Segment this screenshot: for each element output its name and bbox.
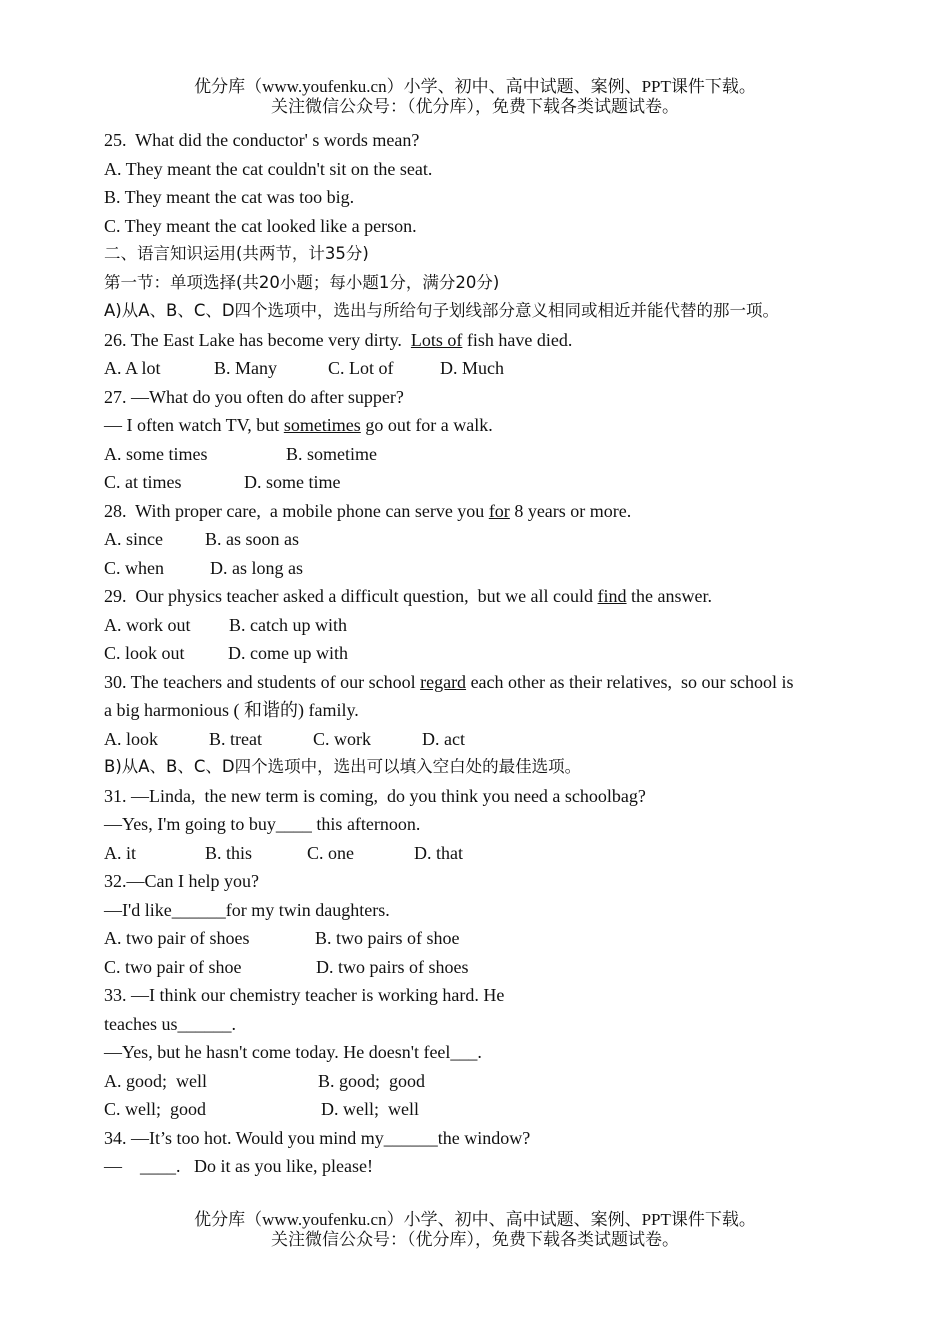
q33-answer: —Yes, but he hasn't come today. He doesn't feel___. [104, 1042, 482, 1062]
q25-option-a: A. They meant the cat couldn't sit on the seat. [104, 158, 433, 179]
q29-option-d: D. come up with [228, 643, 348, 663]
q33-options-row1 [104, 1067, 844, 1096]
page-footer [0, 1210, 950, 1250]
q25-option-b: B. They meant the cat was too big. [104, 187, 355, 207]
q33-option-d: D. well; well [321, 1099, 419, 1119]
q28-question [104, 497, 844, 526]
q29-options-row2 [104, 639, 844, 668]
q30-text-post: each other as their relatives, so our school is [466, 671, 794, 692]
q33-question-line2: teaches us______. [104, 1013, 236, 1034]
q31-question: 31. —Linda, the new term is coming, do you think you need a schoolbag? [104, 785, 646, 806]
q26-option-c: C. Lot of [328, 358, 394, 378]
q30-text-pre: 30. The teachers and students of our school [104, 671, 421, 692]
q27-answer [104, 411, 844, 440]
q31-options [104, 839, 844, 868]
header-line-1: 优分库（www.youfenku.cn）小学、初中、高中试题、案例、PPT课件下载。 [194, 77, 756, 96]
q30-underlined: regard [420, 671, 467, 692]
footer-line-2: 关注微信公众号：（优分库），免费下载各类试题试卷。 [271, 1230, 679, 1249]
q32-option-c: C. two pair of shoe [104, 956, 242, 977]
q32-options-row2 [104, 953, 844, 982]
part1-title: 第一节：单项选择(共20小题；每小题1分，满分20分) [104, 272, 500, 292]
q27-options-row2 [104, 468, 844, 497]
q27-option-d: D. some time [244, 472, 341, 492]
q26-option-b: B. Many [214, 358, 277, 378]
q31-answer: —Yes, I'm going to buy____ this afternoon. [104, 814, 421, 834]
q28-option-a: A. since [104, 529, 163, 549]
exam-content [104, 126, 844, 1181]
q27-option-a: A. some times [104, 443, 208, 464]
q29-option-b: B. catch up with [229, 614, 347, 635]
q30-question-line2: a big harmonious ( 和谐的) family. [104, 700, 359, 720]
q27-text-pre: — I often watch TV, but [104, 415, 284, 435]
q31-option-d: D. that [414, 842, 463, 863]
instruction-a: A)从A、B、C、D四个选项中，选出与所给句子划线部分意义相同或相近并能代替的那一项。 [104, 301, 780, 320]
q30-option-c: C. work [313, 728, 371, 749]
q33-option-c: C. well; good [104, 1099, 206, 1119]
q26-question [104, 326, 844, 355]
page-header [0, 77, 950, 117]
q33-options-row2 [104, 1095, 844, 1124]
q27-text-post: go out for a walk. [360, 415, 493, 435]
q31-option-b: B. this [205, 842, 253, 863]
q31-option-c: C. one [307, 842, 354, 863]
q26-option-a: A. A lot [104, 358, 161, 378]
footer-line-1: 优分库（www.youfenku.cn）小学、初中、高中试题、案例、PPT课件下载。 [194, 1210, 756, 1229]
q29-text-post: the answer. [626, 586, 713, 606]
q32-answer: —I'd like______for my twin daughters. [104, 899, 390, 920]
q26-text-post: fish have died. [462, 329, 573, 350]
q32-option-a: A. two pair of shoes [104, 928, 250, 948]
q26-option-d: D. Much [440, 358, 504, 378]
q34-answer: — ____. Do it as you like, please! [104, 1156, 373, 1176]
q29-question [104, 582, 844, 611]
instruction-b: B)从A、B、C、D四个选项中，选出可以填入空白处的最佳选项。 [104, 757, 582, 776]
q30-option-a: A. look [104, 728, 158, 749]
q31-option-a: A. it [104, 842, 137, 863]
q30-options [104, 725, 844, 754]
q27-option-c: C. at times [104, 472, 182, 492]
q25-option-c: C. They meant the cat looked like a person. [104, 215, 417, 236]
q28-text-pre: 28. With proper care, a mobile phone can serve you [104, 500, 489, 521]
q33-question: 33. —I think our chemistry teacher is working hard. He [104, 985, 505, 1005]
q26-text-pre: 26. The East Lake has become very dirty. [104, 329, 411, 350]
q29-text-pre: 29. Our physics teacher asked a difficult question, but we all could [104, 586, 598, 606]
q27-options-row1 [104, 440, 844, 469]
q28-options-row2 [104, 554, 844, 583]
q28-option-c: C. when [104, 557, 164, 578]
header-line-2: 关注微信公众号：（优分库），免费下载各类试题试卷。 [271, 97, 679, 116]
q29-underlined: find [597, 586, 627, 606]
q30-option-b: B. treat [209, 728, 262, 749]
q27-underlined: sometimes [283, 415, 361, 435]
section-title: 二、语言知识运用(共两节，计35分) [104, 244, 369, 263]
q32-option-b: B. two pairs of shoe [315, 928, 460, 948]
q27-question: 27. —What do you often do after supper? [104, 386, 404, 407]
q28-option-d: D. as long as [210, 557, 303, 578]
q28-underlined: for [488, 500, 510, 521]
q33-option-a: A. good; well [104, 1070, 207, 1091]
q30-question [104, 668, 844, 697]
q32-question: 32.—Can I help you? [104, 871, 259, 891]
q26-options [104, 354, 844, 383]
q29-option-c: C. look out [104, 643, 185, 663]
q32-option-d: D. two pairs of shoes [316, 956, 469, 977]
q29-options-row1 [104, 611, 844, 640]
q28-options-row1 [104, 525, 844, 554]
q33-option-b: B. good; good [318, 1070, 426, 1091]
q25-question: 25. What did the conductor' s words mean? [104, 130, 420, 150]
q28-text-post: 8 years or more. [509, 500, 632, 521]
q26-underlined: Lots of [410, 329, 463, 350]
q29-option-a: A. work out [104, 614, 191, 635]
q28-option-b: B. as soon as [205, 529, 299, 549]
q30-option-d: D. act [422, 728, 465, 749]
q34-question: 34. —It’s too hot. Would you mind my______the window? [104, 1127, 531, 1148]
q32-options-row1 [104, 924, 844, 953]
q27-option-b: B. sometime [286, 443, 377, 464]
